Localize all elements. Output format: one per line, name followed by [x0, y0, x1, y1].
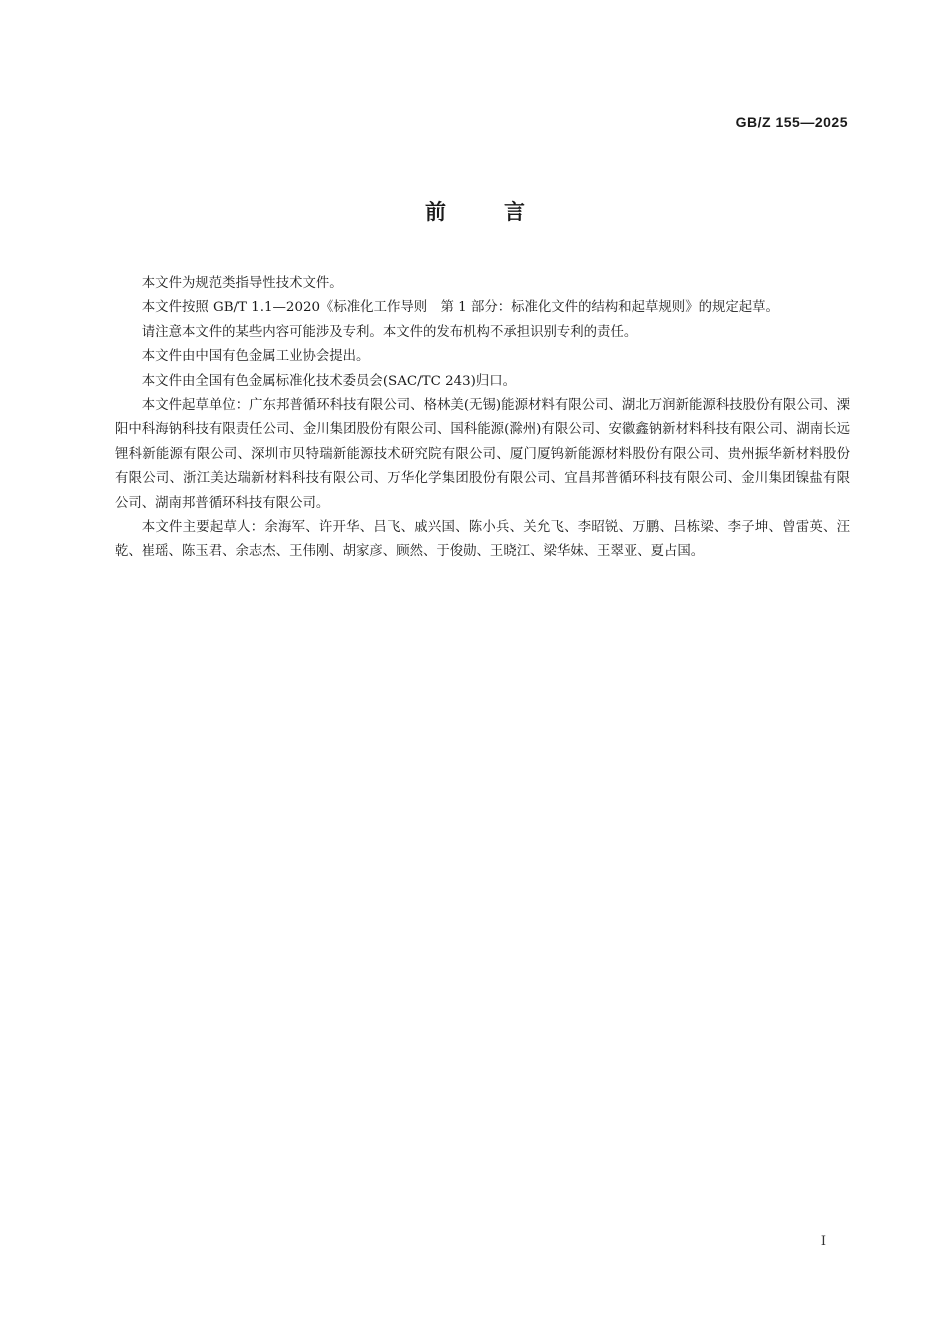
paragraph-main-drafters: 本文件主要起草人：余海军、许开华、吕飞、戚兴国、陈小兵、关允飞、李昭锐、万鹏、吕栋梁、李子坤、曾雷英、汪乾、崔瑶、陈玉君、余志杰、王伟刚、胡家彦、顾然、于俊勋、王晓江、梁华妹、王翠亚、夏占国。 [115, 520, 850, 560]
paragraph-drafting-rules: 本文件按照 GB/T 1.1—2020《标准化工作导则 第 1 部分：标准化文件的结构和起草规则》的规定起草。 [141, 300, 779, 316]
page-number: I [820, 1234, 826, 1249]
standard-code: GB/Z 155—2025 [735, 114, 848, 130]
paragraph-document-type: 本文件为规范类指导性技术文件。 [141, 276, 343, 291]
paragraph-proposer: 本文件由中国有色金属工业协会提出。 [141, 349, 370, 365]
paragraph-patent-notice: 请注意本文件的某些内容可能涉及专利。本文件的发布机构不承担识别专利的责任。 [141, 324, 638, 340]
document-body [115, 272, 850, 565]
paragraph-centralized-management: 本文件由全国有色金属标准化技术委员会(SAC/TC 243)归口。 [141, 373, 517, 389]
paragraph-drafting-organizations: 本文件起草单位：广东邦普循环科技有限公司、格林美(无锡)能源材料有限公司、湖北万润新能源科技股份有限公司、溧阳中科海钠科技有限责任公司、金川集团股份有限公司、国科能源(滁州)有限公司、安徽鑫钠新材料科技有限公司、湖南长远锂科新能源有限公司、深圳市贝特瑞新能源技术研究院有限公司、厦门厦钨新能源材料股份有限公司、贵州振华新材料股份有限公司、浙江美达瑞新材料科技有限公司、万华化学集团股份有限公司、宜昌邦普循环科技有限公司、金川集团镍盐有限公司、湖南邦普循环科技有限公司。 [115, 398, 850, 511]
page-title: 前言 [425, 200, 583, 224]
